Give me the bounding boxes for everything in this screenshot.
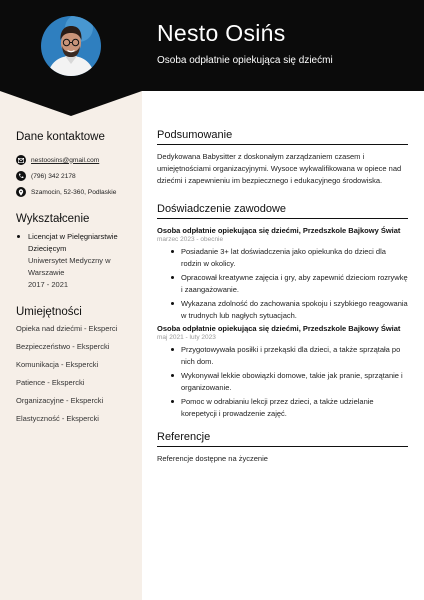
job-duties xyxy=(157,246,408,322)
contact-address-row xyxy=(16,184,134,200)
summary-text: Dedykowana Babysitter z doskonałym zarządzaniem czasem i umiejętnościami organizacyjnymi. Wysoce wykwalifikowana w opiece nad dziećmi i zapewnieniu im bezpiecznego i edukacyjnego środowiska. xyxy=(157,152,402,185)
job-duties xyxy=(157,344,408,420)
location-icon xyxy=(16,187,26,197)
education-section xyxy=(16,213,134,291)
duty-text: Przygotowywała posiłki i przekąski dla dzieci, a także sprzątała po nich dom. xyxy=(181,345,401,366)
contact-section xyxy=(16,131,134,200)
duty-item xyxy=(157,396,408,420)
job-dates: maj 2021 - luty 2023 xyxy=(157,334,216,341)
job-entry xyxy=(157,226,408,322)
bullet-icon xyxy=(171,276,174,279)
references-text: Referencje dostępne na życzenie xyxy=(157,454,268,463)
job-entry xyxy=(157,324,408,420)
candidate-job-title: Osoba odpłatnie opiekująca się dziećmi xyxy=(157,55,333,66)
job-title: Osoba odpłatnie opiekująca się dziećmi, Przedszkole Bajkowy Świat xyxy=(157,226,401,235)
education-degree: Licencjat w Pielęgniarstwie Dziecięcym xyxy=(28,232,118,253)
education-entry xyxy=(16,231,134,291)
duty-text: Opracował kreatywne zajęcia i gry, aby zapewnić dzieciom rozrywkę i zaangażowanie. xyxy=(181,273,408,294)
skill-item: Bezpieczeństwo - Ekspercki xyxy=(16,342,110,351)
duty-text: Posiadanie 3+ lat doświadczenia jako opiekunka do dzieci dla rodzin w okolicy. xyxy=(181,247,386,268)
duty-item xyxy=(157,298,408,322)
contact-heading: Dane kontaktowe xyxy=(16,131,105,143)
phone-icon xyxy=(16,171,26,181)
contact-address: Szamocin, 52-360, Podlaskie xyxy=(31,188,117,196)
contact-phone: (796) 342 2178 xyxy=(31,172,76,180)
references-heading: Referencje xyxy=(157,431,408,447)
duty-item xyxy=(157,344,408,368)
bullet-icon xyxy=(171,374,174,377)
duty-item xyxy=(157,370,408,394)
bullet-icon xyxy=(171,250,174,253)
skill-item: Komunikacja - Ekspercki xyxy=(16,360,99,369)
duty-text: Pomoc w odrabianiu lekcji przez dzieci, a także udzielanie korepetycji i prowadzenie zajęć. xyxy=(181,397,374,418)
job-title: Osoba odpłatnie opiekująca się dziećmi, Przedszkole Bajkowy Świat xyxy=(157,324,401,333)
candidate-name: Nesto Osińs xyxy=(157,20,286,46)
education-years: 2017 - 2021 xyxy=(28,280,69,289)
bullet-icon xyxy=(171,302,174,305)
job-dates: marzec 2023 - obecnie xyxy=(157,236,224,243)
bullet-icon xyxy=(17,235,20,238)
contact-email[interactable]: nestoosins@gmail.com xyxy=(31,156,100,164)
email-icon xyxy=(16,155,26,165)
bullet-icon xyxy=(171,400,174,403)
skill-item: Organizacyjne - Ekspercki xyxy=(16,396,104,405)
duty-text: Wykazana zdolność do zachowania spokoju i szybkiego reagowania w trudnych lub nagłych sytuacjach. xyxy=(181,299,408,320)
references-section xyxy=(157,431,408,465)
summary-heading: Podsumowanie xyxy=(157,129,408,145)
experience-section xyxy=(157,203,408,422)
skills-list xyxy=(16,324,134,432)
duty-item xyxy=(157,246,408,270)
experience-heading: Doświadczenie zawodowe xyxy=(157,203,408,219)
bullet-icon xyxy=(171,348,174,351)
education-school: Uniwersytet Medyczny w Warszawie xyxy=(28,256,111,277)
skill-item: Elastyczność - Ekspercki xyxy=(16,414,99,423)
education-heading: Wykształcenie xyxy=(16,213,90,225)
skill-item: Opieka nad dziećmi - Eksperci xyxy=(16,324,118,333)
skills-section xyxy=(16,306,134,432)
duty-text: Wykonywał lekkie obowiązki domowe, takie jak pranie, sprzątanie i organizowanie. xyxy=(181,371,403,392)
contact-email-row[interactable] xyxy=(16,152,134,168)
summary-section xyxy=(157,129,408,187)
contact-phone-row xyxy=(16,168,134,184)
profile-photo xyxy=(41,16,101,76)
skills-heading: Umiejętności xyxy=(16,306,82,318)
duty-item xyxy=(157,272,408,296)
skill-item: Patience - Ekspercki xyxy=(16,378,85,387)
